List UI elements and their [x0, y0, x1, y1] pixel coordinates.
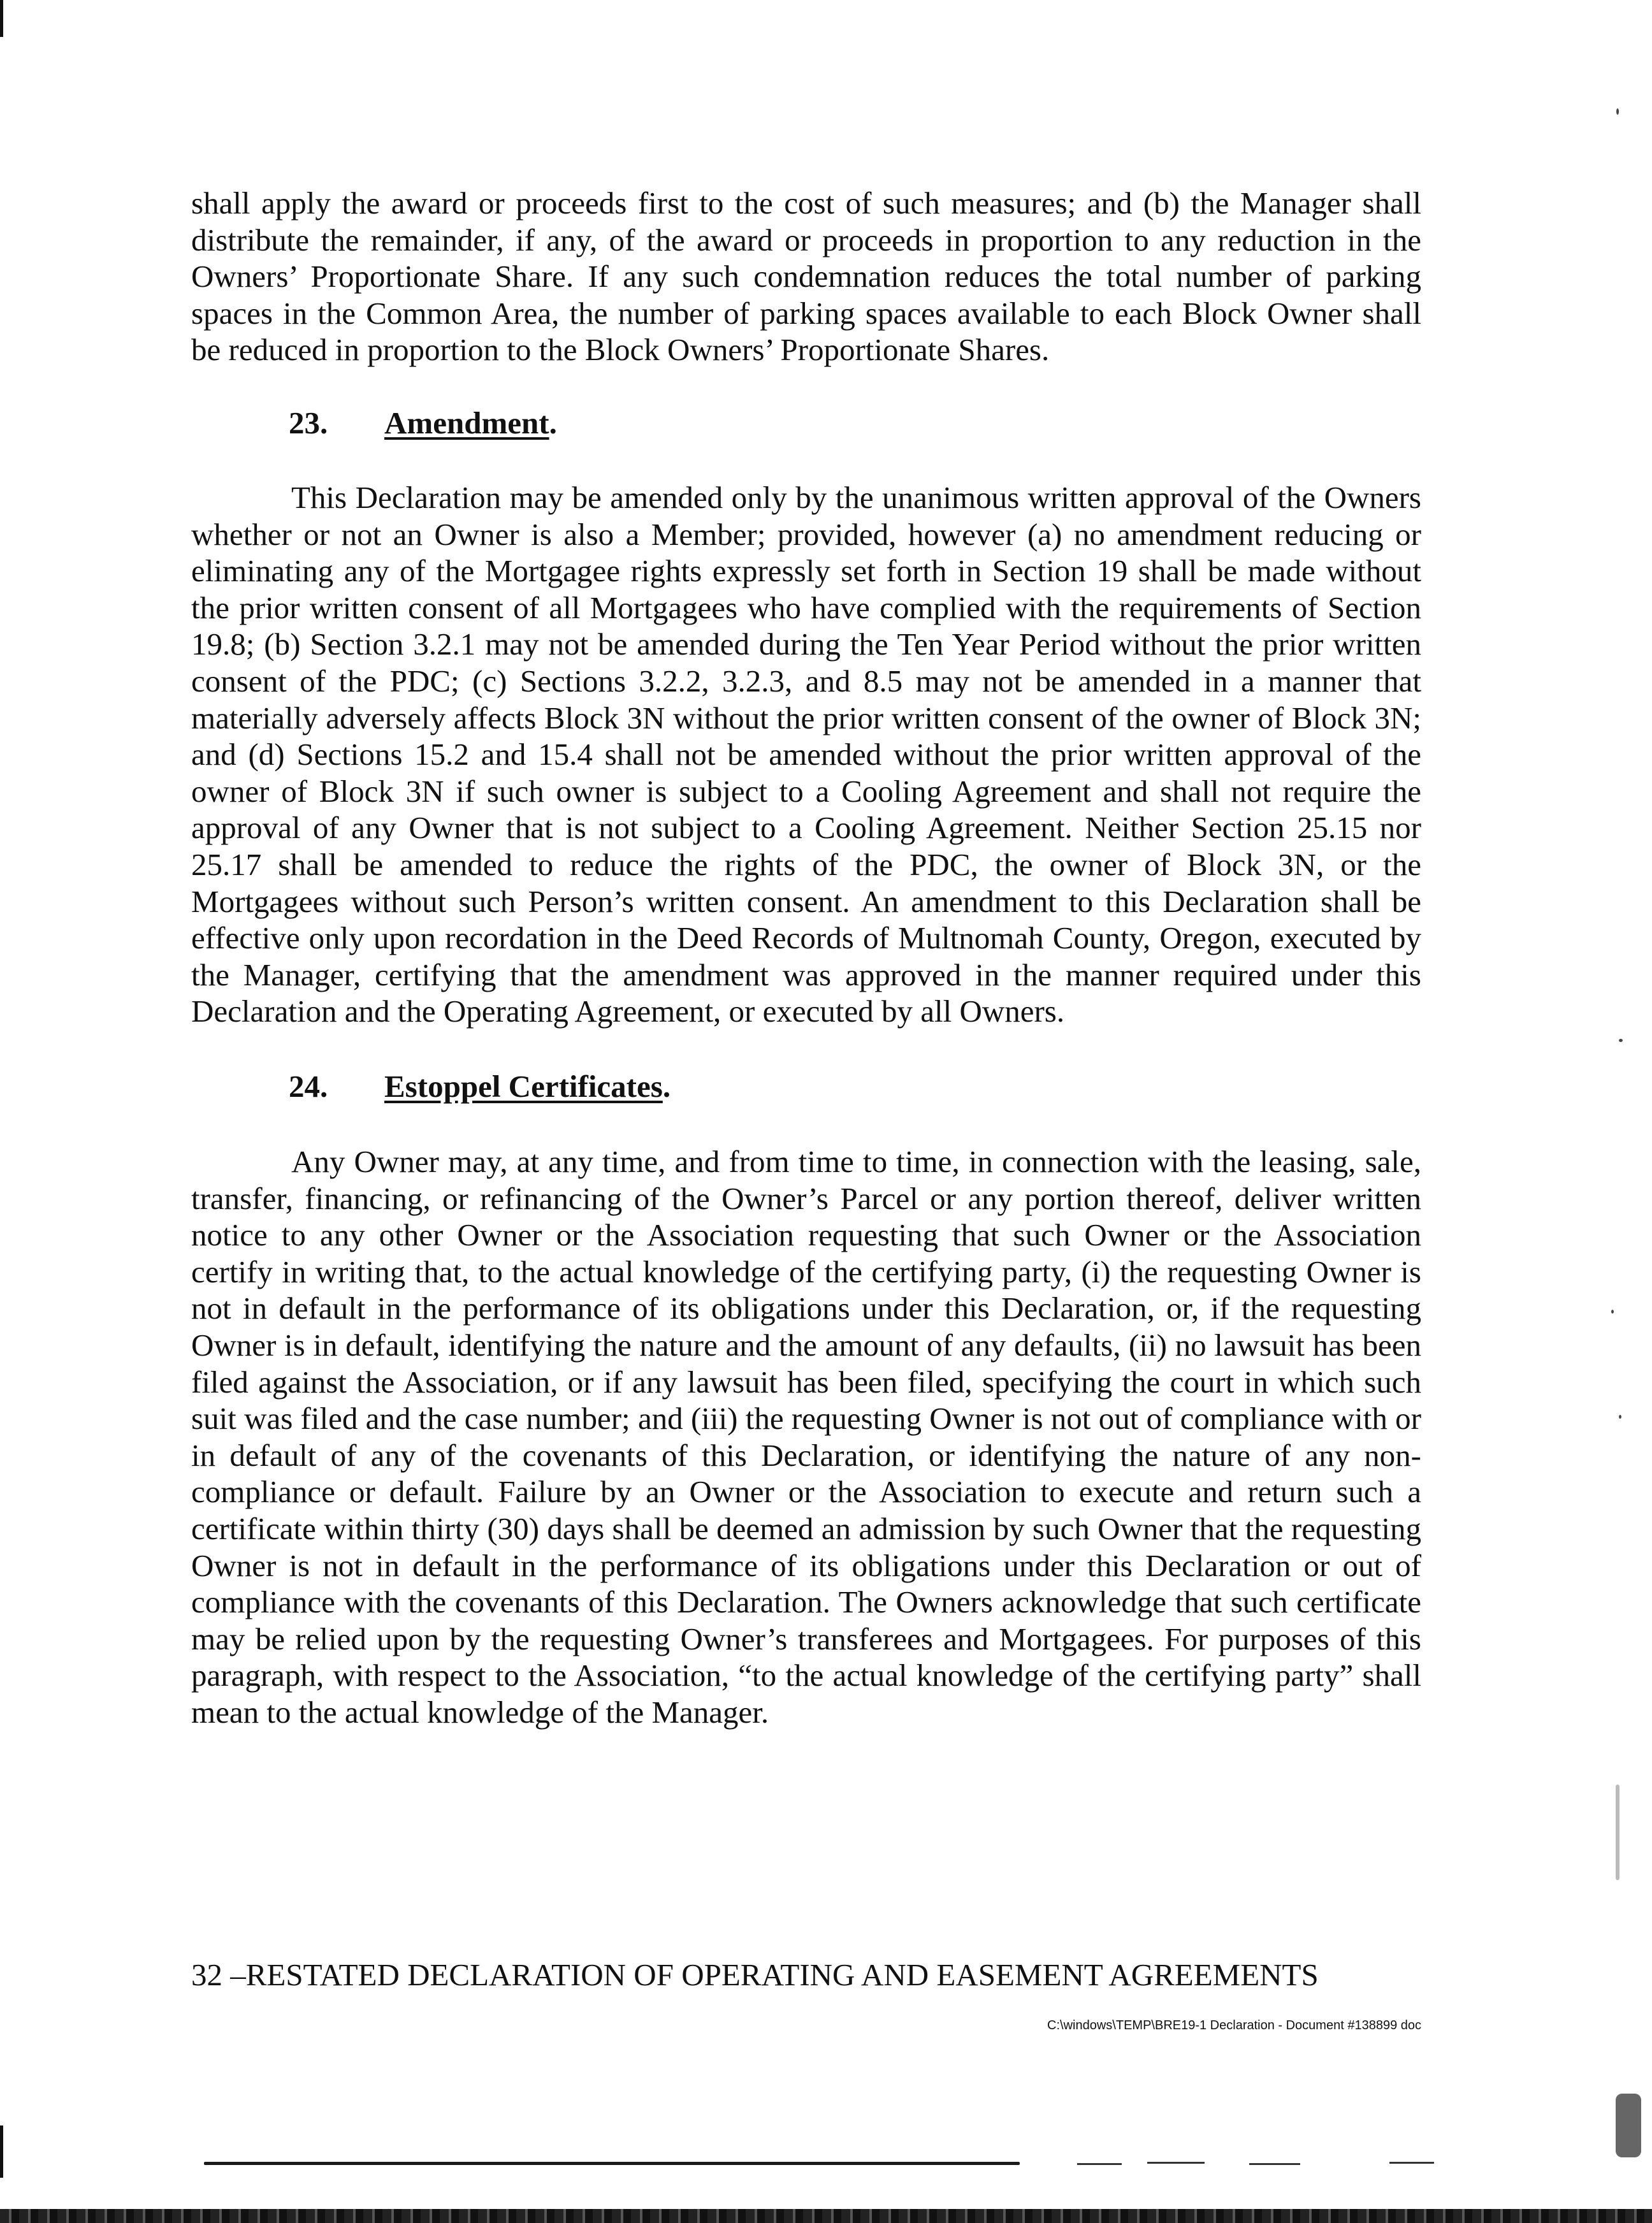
- section-24-body: Any Owner may, at any time, and from time to time, in connection with the leasing, sale, transfer, financing, or refinancing of the Owner’s Parcel or any portion thereof, deliver written notice to any other Owner or the Association requesting that such Owner or the Association certify in writing that, to the actual knowledge of the certifying party, (i) the requesting Owner is not in default in the performance of its obligations under this Declaration, or, if the requesting Owner is in default, identifying the nature and the amount of any defaults, (ii) no lawsuit has been filed against the Association, or if any lawsuit has been filed, specifying the court in which such suit was filed and the case number; and (iii) the requesting Owner is not out of compliance with or in default of any of the covenants of this Declaration, or identifying the nature of any non-compliance or default. Failure by an Owner or the Association to execute and return such a certificate within thirty (30) days shall be deemed an admission by such Owner that the requesting Owner is not in default in the performance of its obligations under this Declaration or out of compliance with the covenants of this Declaration. The Owners acknowledge that such certificate may be relied upon by the requesting Owner’s transferees and Mortgagees. For purposes of this paragraph, with respect to the Association, “to the actual knowledge of the certifying party” shall mean to the actual knowledge of the Manager.: [191, 1144, 1421, 1730]
- footer-file-path: C:\windows\TEMP\BRE19-1 Declaration - Document #138899 doc: [1047, 2018, 1421, 2032]
- section-23-period: .: [549, 405, 557, 440]
- scan-edge-mark: [0, 2125, 3, 2178]
- section-23-title: Amendment: [384, 405, 549, 440]
- bottom-dash-mark: [1147, 2162, 1205, 2164]
- scan-speck: [1611, 1310, 1614, 1314]
- bottom-dash-mark: [1389, 2162, 1434, 2164]
- bottom-dash-mark: [1077, 2163, 1122, 2165]
- section-24-period: .: [662, 1069, 671, 1104]
- scan-edge-mark: [0, 0, 3, 37]
- scan-speck: [1616, 1785, 1619, 1880]
- scan-speck: [1619, 1415, 1621, 1419]
- section-24-number: 24.: [289, 1069, 328, 1104]
- bottom-rule-line: [204, 2162, 1020, 2165]
- scan-bottom-band: [0, 2209, 1652, 2223]
- section-23-number: 23.: [289, 405, 328, 440]
- section-23-body: This Declaration may be amended only by the unanimous written approval of the Owners whether or not an Owner is also a Member; provided, however (a) no amendment reducing or eliminating any of the Mortgagee rights expressly set forth in Section 19 shall be made without the prior written consent of all Mortgagees who have complied with the requirements of Section 19.8; (b) Section 3.2.1 may not be amended during the Ten Year Period without the prior written consent of the PDC; (c) Sections 3.2.2, 3.2.3, and 8.5 may not be amended in a manner that materially adversely affects Block 3N without the prior written consent of the owner of Block 3N; and (d) Sections 15.2 and 15.4 shall not be amended without the prior written approval of the owner of Block 3N if such owner is subject to a Cooling Agreement and shall not require the approval of any Owner that is not subject to a Cooling Agreement. Neither Section 25.15 nor 25.17 shall be amended to reduce the rights of the PDC, the owner of Block 3N, or the Mortgagees without such Person’s written consent. An amendment to this Declaration shall be effective only upon recordation in the Deed Records of Multnomah County, Oregon, executed by the Manager, certifying that the amendment was approved in the manner required under this Declaration and the Operating Agreement, or executed by all Owners.: [191, 480, 1421, 1029]
- section-24-heading: [289, 1068, 670, 1105]
- bottom-dash-mark: [1249, 2163, 1300, 2165]
- scan-speck: [1616, 2094, 1641, 2157]
- scan-speck: [1616, 108, 1619, 115]
- footer-title: 32 –RESTATED DECLARATION OF OPERATING AND EASEMENT AGREEMENTS: [191, 1957, 1319, 1992]
- section-23-heading: [289, 405, 557, 442]
- scan-speck: [1619, 1039, 1623, 1042]
- section-24-title: Estoppel Certificates: [384, 1069, 663, 1104]
- paragraph-continued: shall apply the award or proceeds first to the cost of such measures; and (b) the Manager shall distribute the remainder, if any, of the award or proceeds in proportion to any reduction in the Owners’ Proportionate Share. If any such condemnation reduces the total number of parking spaces in the Common Area, the number of parking spaces available to each Block Owner shall be reduced in proportion to the Block Owners’ Proportionate Shares.: [191, 185, 1421, 368]
